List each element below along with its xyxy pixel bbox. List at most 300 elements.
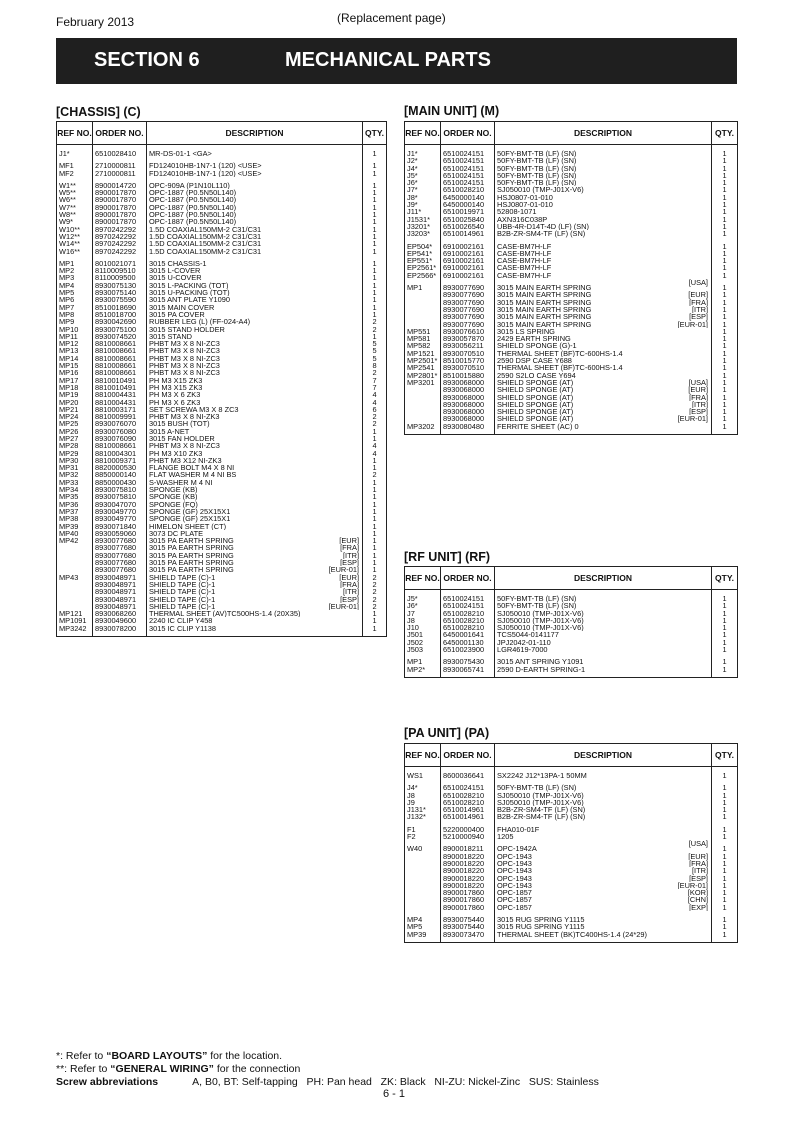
section-title: MECHANICAL PARTS — [285, 49, 491, 71]
order-cell: 8810008661 — [93, 369, 147, 376]
qty-cell: 1 — [363, 566, 387, 573]
qty-cell: 1 — [363, 501, 387, 508]
region-tag: [ESP] — [340, 595, 359, 603]
desc-text: 3015 PA EARTH SPRING — [149, 544, 234, 552]
desc-text: 3015 STAND — [149, 332, 192, 341]
order-cell: 8810008661 — [93, 442, 147, 449]
ref-cell — [57, 559, 93, 566]
ref-cell: MP8 — [57, 311, 93, 318]
desc-text: PHBT M3 X12 NI-ZK3 — [149, 456, 222, 465]
ref-cell: MP28 — [57, 442, 93, 449]
region-tag: [EUR-01] — [328, 602, 359, 611]
desc-cell — [147, 435, 363, 442]
ref-cell — [405, 306, 441, 313]
table-row — [57, 544, 387, 551]
desc-text: OPC-1857 — [497, 889, 532, 897]
table-row — [405, 238, 738, 250]
table-row — [405, 821, 738, 833]
ref-cell: MP34 — [57, 486, 93, 493]
region-tag: [EUR] — [688, 852, 708, 860]
table-row — [57, 413, 387, 420]
desc-text: 1.5D COAXIAL150MM-2 C31/C31 — [149, 247, 262, 255]
table-row — [57, 464, 387, 471]
ref-cell: MP21 — [57, 406, 93, 413]
order-cell: 8930070510 — [441, 364, 495, 371]
table-row — [405, 157, 738, 164]
ref-cell: WS1 — [405, 767, 441, 780]
ref-cell — [405, 882, 441, 889]
table-row — [57, 362, 387, 369]
region-tag: [FRA] — [340, 544, 359, 552]
ref-cell — [57, 596, 93, 603]
order-cell: 8930076080 — [93, 428, 147, 435]
order-cell: 8930076090 — [93, 435, 147, 442]
region-tag: [FRA] — [689, 859, 708, 868]
desc-cell — [147, 248, 363, 255]
desc-text: 50FY-BMT-TB (LF) (SN) — [497, 171, 577, 180]
order-cell: 6510028210 — [441, 617, 495, 624]
desc-text: 3015 U-PACKING (TOT) — [149, 289, 230, 297]
col-qty: QTY. — [712, 122, 738, 145]
table-row — [405, 423, 738, 435]
table-row — [405, 799, 738, 806]
order-cell: 8930048971 — [93, 581, 147, 588]
desc-cell — [495, 186, 712, 193]
qty-cell: 1 — [712, 666, 738, 678]
ref-cell — [57, 588, 93, 595]
qty-cell: 1 — [712, 186, 738, 193]
table-row — [57, 559, 387, 566]
desc-text: 3073 DC PLATE — [149, 529, 204, 538]
ref-cell — [405, 875, 441, 882]
qty-cell: 1 — [363, 157, 387, 169]
rf-title: [RF UNIT] (RF) — [404, 550, 491, 564]
desc-text: CASE-BM7H-LF — [497, 241, 552, 250]
qty-cell: 2 — [363, 596, 387, 603]
order-cell: 6510019971 — [441, 208, 495, 215]
col-desc: DESCRIPTION — [495, 744, 712, 767]
col-qty: QTY. — [712, 567, 738, 590]
desc-cell — [147, 226, 363, 233]
ref-cell: MP4 — [405, 911, 441, 923]
ref-cell: J9* — [405, 201, 441, 208]
desc-text: 3015 FAN HOLDER — [149, 434, 215, 443]
ref-cell: MP1 — [57, 255, 93, 267]
footnote-general-wiring — [56, 1063, 300, 1075]
order-cell: 8900017870 — [93, 211, 147, 218]
ref-cell: MP32 — [57, 471, 93, 478]
desc-text: FLAT WASHER M 4 NI BS — [149, 471, 237, 479]
desc-text: 52808-1071 — [497, 208, 537, 216]
desc-text: 3015 PA EARTH SPRING — [149, 559, 234, 567]
qty-cell: 1 — [363, 508, 387, 515]
desc-cell — [495, 840, 712, 852]
order-cell: 6510014961 — [441, 806, 495, 813]
col-ref: REF NO. — [405, 744, 441, 767]
order-cell: 6910002161 — [441, 264, 495, 271]
order-cell: 8110009510 — [93, 267, 147, 274]
desc-cell — [495, 223, 712, 230]
qty-cell: 1 — [363, 145, 387, 158]
ref-cell: MP24 — [57, 413, 93, 420]
desc-text: 3015 PA EARTH SPRING — [149, 551, 234, 560]
desc-text: SET SCREWA M3 X 8 ZC3 — [149, 405, 239, 414]
desc-text: OPC-909A (P1N10L110) — [149, 180, 230, 190]
qty-cell: 1 — [712, 179, 738, 186]
desc-cell — [495, 896, 712, 903]
qty-cell: 4 — [363, 442, 387, 449]
region-tag: [EUR] — [339, 537, 359, 545]
ref-cell: J11* — [405, 208, 441, 215]
table-row — [405, 639, 738, 646]
col-ref: REF NO. — [57, 122, 93, 145]
desc-text: SHIELD SPONGE (AT) — [497, 386, 574, 394]
desc-text: PH M3 X 6 ZK3 — [149, 398, 201, 406]
ref-cell: J8 — [405, 792, 441, 799]
qty-cell: 1 — [712, 145, 738, 158]
desc-cell — [147, 355, 363, 362]
desc-text: SPONGE (FQ) — [149, 500, 198, 508]
ref-cell — [57, 552, 93, 559]
ref-cell: J502 — [405, 639, 441, 646]
desc-text: SJ050010 (TMP-J01X-V6) — [497, 609, 584, 617]
ref-cell: W6** — [57, 196, 93, 203]
desc-cell — [147, 211, 363, 218]
ref-cell: MP29 — [57, 450, 93, 457]
order-cell: 8810008661 — [93, 347, 147, 354]
order-cell: 6910002161 — [441, 257, 495, 264]
desc-cell — [495, 145, 712, 158]
qty-cell: 1 — [712, 415, 738, 422]
table-row — [405, 408, 738, 415]
ref-cell — [57, 603, 93, 610]
order-cell: 8810008661 — [93, 340, 147, 347]
order-cell: 6450001641 — [441, 631, 495, 638]
ref-cell: MP14 — [57, 355, 93, 362]
qty-cell: 1 — [712, 394, 738, 401]
qty-cell: 1 — [712, 639, 738, 646]
table-row — [57, 596, 387, 603]
desc-text: 3015 MAIN EARTH SPRING — [497, 320, 592, 328]
table-row — [57, 177, 387, 189]
region-tag: [FRA] — [689, 298, 708, 306]
order-cell: 8810010491 — [93, 384, 147, 391]
order-cell: 8900017860 — [441, 904, 495, 911]
desc-text: SHIELD SPONGE (AT) — [497, 378, 574, 387]
desc-text: 3015 MAIN EARTH SPRING — [497, 298, 592, 306]
ref-cell: MP39 — [57, 523, 93, 530]
ref-cell — [57, 566, 93, 573]
desc-text: 2240 IC CLIP Y458 — [149, 617, 213, 625]
desc-cell — [495, 767, 712, 780]
order-cell: 8900018220 — [441, 875, 495, 882]
qty-cell: 4 — [363, 450, 387, 457]
desc-cell — [495, 216, 712, 223]
desc-text: SJ050010 (TMP-J01X-V6) — [497, 624, 584, 632]
qty-cell: 1 — [712, 767, 738, 780]
order-cell: 8930068000 — [441, 408, 495, 415]
order-cell: 8600036641 — [441, 767, 495, 780]
desc-cell — [495, 590, 712, 603]
table-row — [57, 326, 387, 333]
desc-cell — [147, 267, 363, 274]
ref-cell — [405, 394, 441, 401]
desc-text: MR-DS-01-1 <GA> — [149, 149, 212, 158]
desc-cell — [147, 515, 363, 522]
desc-cell — [495, 257, 712, 264]
order-cell: 8930075810 — [93, 486, 147, 493]
order-cell: 8510018700 — [93, 311, 147, 318]
desc-text: CASE-BM7H-LF — [497, 257, 552, 265]
ref-cell — [405, 291, 441, 298]
order-cell: 8900018220 — [441, 882, 495, 889]
order-cell: 8930075440 — [441, 911, 495, 923]
ref-cell — [405, 867, 441, 874]
ref-cell: J6* — [405, 602, 441, 609]
desc-cell — [147, 255, 363, 267]
ref-cell: J5* — [405, 172, 441, 179]
order-cell: 8930049770 — [93, 515, 147, 522]
ref-cell: W16** — [57, 248, 93, 255]
desc-text: SJ050010 (TMP-J01X-V6) — [497, 791, 584, 799]
table-row — [405, 250, 738, 257]
ref-cell: W7** — [57, 204, 93, 211]
table-row — [405, 264, 738, 271]
order-cell: 8930077680 — [93, 552, 147, 559]
table-row — [57, 420, 387, 427]
table-row — [405, 415, 738, 422]
table-row — [57, 479, 387, 486]
order-cell: 8930077690 — [441, 299, 495, 306]
region-tag: [KOR] — [687, 889, 708, 897]
order-cell: 8110009500 — [93, 274, 147, 281]
footnote-text: **: Refer to — [56, 1063, 111, 1075]
order-cell: 8810009991 — [93, 413, 147, 420]
order-cell: 8810004431 — [93, 391, 147, 398]
order-cell: 6510025840 — [441, 216, 495, 223]
desc-text: HIMELON SHEET (CT) — [149, 522, 227, 530]
desc-text: 3015 L-PACKING (TOT) — [149, 281, 229, 290]
table-row — [405, 631, 738, 638]
desc-cell — [147, 588, 363, 595]
desc-text: HSJ0807-01-010 — [497, 201, 553, 209]
ref-cell: F1 — [405, 821, 441, 833]
ref-cell: MP35 — [57, 493, 93, 500]
qty-cell: 1 — [712, 792, 738, 799]
order-cell: 8930076070 — [93, 420, 147, 427]
desc-cell — [147, 318, 363, 325]
desc-text: AXN316C038P — [497, 215, 548, 223]
order-cell: 6510024151 — [441, 779, 495, 791]
order-cell: 8930068000 — [441, 379, 495, 386]
table-row — [405, 216, 738, 223]
ref-cell: MP15 — [57, 362, 93, 369]
ref-cell: J4* — [405, 779, 441, 791]
ref-cell: J3201* — [405, 223, 441, 230]
region-tag: [ITR] — [342, 551, 359, 560]
order-cell: 8930073470 — [441, 931, 495, 943]
ref-cell: MP581 — [405, 335, 441, 342]
region-tag: [USA] — [688, 378, 708, 387]
desc-cell — [495, 882, 712, 889]
ref-cell: W5** — [57, 189, 93, 196]
desc-cell — [147, 311, 363, 318]
rf-table — [404, 566, 738, 678]
desc-cell — [495, 157, 712, 164]
table-row — [57, 603, 387, 610]
col-qty: QTY. — [363, 122, 387, 145]
desc-cell — [495, 194, 712, 201]
desc-text: SHIELD SPONGE (AT) — [497, 415, 574, 423]
ref-cell: MP3201 — [405, 379, 441, 386]
desc-cell — [147, 530, 363, 537]
desc-cell — [147, 362, 363, 369]
table-row — [57, 289, 387, 296]
desc-cell — [495, 631, 712, 638]
ref-cell: J131* — [405, 806, 441, 813]
table-row — [405, 272, 738, 279]
order-cell: 8850000140 — [93, 471, 147, 478]
qty-cell: 2 — [363, 603, 387, 610]
ref-cell — [405, 415, 441, 422]
qty-cell: 1 — [363, 617, 387, 624]
order-cell: 8900017860 — [441, 896, 495, 903]
region-tag: [ESP] — [689, 408, 708, 416]
table-row — [405, 833, 738, 840]
desc-cell — [495, 342, 712, 349]
ref-cell: MP13 — [57, 347, 93, 354]
order-cell: 8970242292 — [93, 233, 147, 240]
region-tag: [EUR-01] — [328, 566, 359, 574]
ref-cell: MP43 — [57, 574, 93, 581]
desc-cell — [495, 617, 712, 624]
desc-text: S-WASHER M 4 NI — [149, 478, 213, 487]
ref-cell: EP551* — [405, 257, 441, 264]
qty-cell: 1 — [712, 882, 738, 889]
qty-cell: 1 — [363, 610, 387, 617]
qty-cell: 1 — [712, 201, 738, 208]
table-row — [405, 779, 738, 791]
ref-cell: MP121 — [57, 610, 93, 617]
table-row — [57, 617, 387, 624]
qty-cell: 1 — [363, 552, 387, 559]
ref-cell: J3203* — [405, 230, 441, 237]
ref-cell: J501 — [405, 631, 441, 638]
region-tag: [EUR] — [688, 291, 708, 299]
qty-cell: 1 — [712, 931, 738, 943]
desc-text: PHBT M3 X 8 NI-ZC3 — [149, 369, 220, 377]
desc-text: SHIELD SPONGE (G)-1 — [497, 342, 577, 350]
ref-cell: EP2561* — [405, 264, 441, 271]
table-row — [405, 386, 738, 393]
qty-cell: 1 — [712, 279, 738, 291]
ref-cell: MP2 — [57, 267, 93, 274]
footnote-text: for the location. — [207, 1050, 283, 1062]
table-row — [405, 291, 738, 298]
table-row — [57, 369, 387, 376]
desc-cell — [495, 639, 712, 646]
table-row — [405, 306, 738, 313]
chassis-title: [CHASSIS] (C) — [56, 105, 141, 119]
qty-cell: 1 — [363, 486, 387, 493]
desc-cell — [495, 279, 712, 291]
order-cell: 8930075100 — [93, 326, 147, 333]
order-cell: 8900018211 — [441, 840, 495, 852]
qty-cell: 1 — [712, 889, 738, 896]
order-cell: 6510014961 — [441, 813, 495, 820]
desc-text: 2590 DSP CASE Y688 — [497, 357, 572, 365]
desc-cell — [495, 602, 712, 609]
desc-text: B2B-ZR-SM4-TF (LF) (SN) — [497, 813, 586, 821]
table-row — [405, 624, 738, 631]
table-row — [57, 296, 387, 303]
order-cell: 6910002161 — [441, 250, 495, 257]
qty-cell: 1 — [363, 211, 387, 218]
region-tag: [ITR] — [691, 867, 708, 875]
desc-cell — [147, 196, 363, 203]
order-cell: 8930048971 — [93, 574, 147, 581]
desc-cell — [495, 875, 712, 882]
qty-cell: 1 — [712, 799, 738, 806]
desc-cell — [147, 233, 363, 240]
desc-text: 3015 ANT SPRING Y1091 — [497, 657, 584, 666]
ref-cell: W1** — [57, 177, 93, 189]
desc-cell — [495, 806, 712, 813]
ref-cell: J2* — [405, 157, 441, 164]
desc-text: OPC-1943 — [497, 859, 532, 868]
region-tag: [EUR-01] — [677, 881, 708, 890]
desc-text: 3015 RUG SPRING Y1115 — [497, 923, 585, 931]
table-row — [57, 428, 387, 435]
desc-cell — [495, 321, 712, 328]
desc-cell — [147, 177, 363, 189]
desc-text: PHBT M3 X 8 NI-ZC3 — [149, 354, 220, 363]
ref-cell: EP541* — [405, 250, 441, 257]
ref-cell — [57, 544, 93, 551]
desc-text: RUBBER LEG (L) (FF-024-A4) — [149, 318, 251, 326]
table-header — [57, 122, 387, 145]
table-row — [405, 840, 738, 852]
ref-cell: MP37 — [57, 508, 93, 515]
desc-cell — [495, 415, 712, 422]
qty-cell: 1 — [712, 408, 738, 415]
table-row — [57, 501, 387, 508]
ref-cell: EP504* — [405, 238, 441, 250]
qty-cell: 1 — [712, 291, 738, 298]
desc-text: PH M3 X15 ZK3 — [149, 376, 203, 384]
ref-cell: MP5 — [57, 289, 93, 296]
table-row — [405, 911, 738, 923]
ref-cell: F2 — [405, 833, 441, 840]
desc-text: PHBT M3 X 8 NI-ZK3 — [149, 413, 220, 421]
qty-cell: 1 — [712, 813, 738, 820]
order-cell: 8930078200 — [93, 625, 147, 637]
qty-cell: 1 — [363, 204, 387, 211]
desc-text: PH M3 X 6 ZK3 — [149, 391, 201, 399]
order-cell: 6510028410 — [93, 145, 147, 158]
col-desc: DESCRIPTION — [495, 567, 712, 590]
ref-cell: W10** — [57, 226, 93, 233]
desc-text: 3015 MAIN EARTH SPRING — [497, 291, 592, 299]
table-row — [57, 347, 387, 354]
desc-cell — [495, 779, 712, 791]
desc-text: CASE-BM7H-LF — [497, 264, 552, 272]
ref-cell: MP16 — [57, 369, 93, 376]
order-cell: 8930042690 — [93, 318, 147, 325]
order-cell: 8930059060 — [93, 530, 147, 537]
desc-text: OPC-1943 — [497, 852, 532, 860]
screw-abbreviations — [56, 1076, 599, 1088]
